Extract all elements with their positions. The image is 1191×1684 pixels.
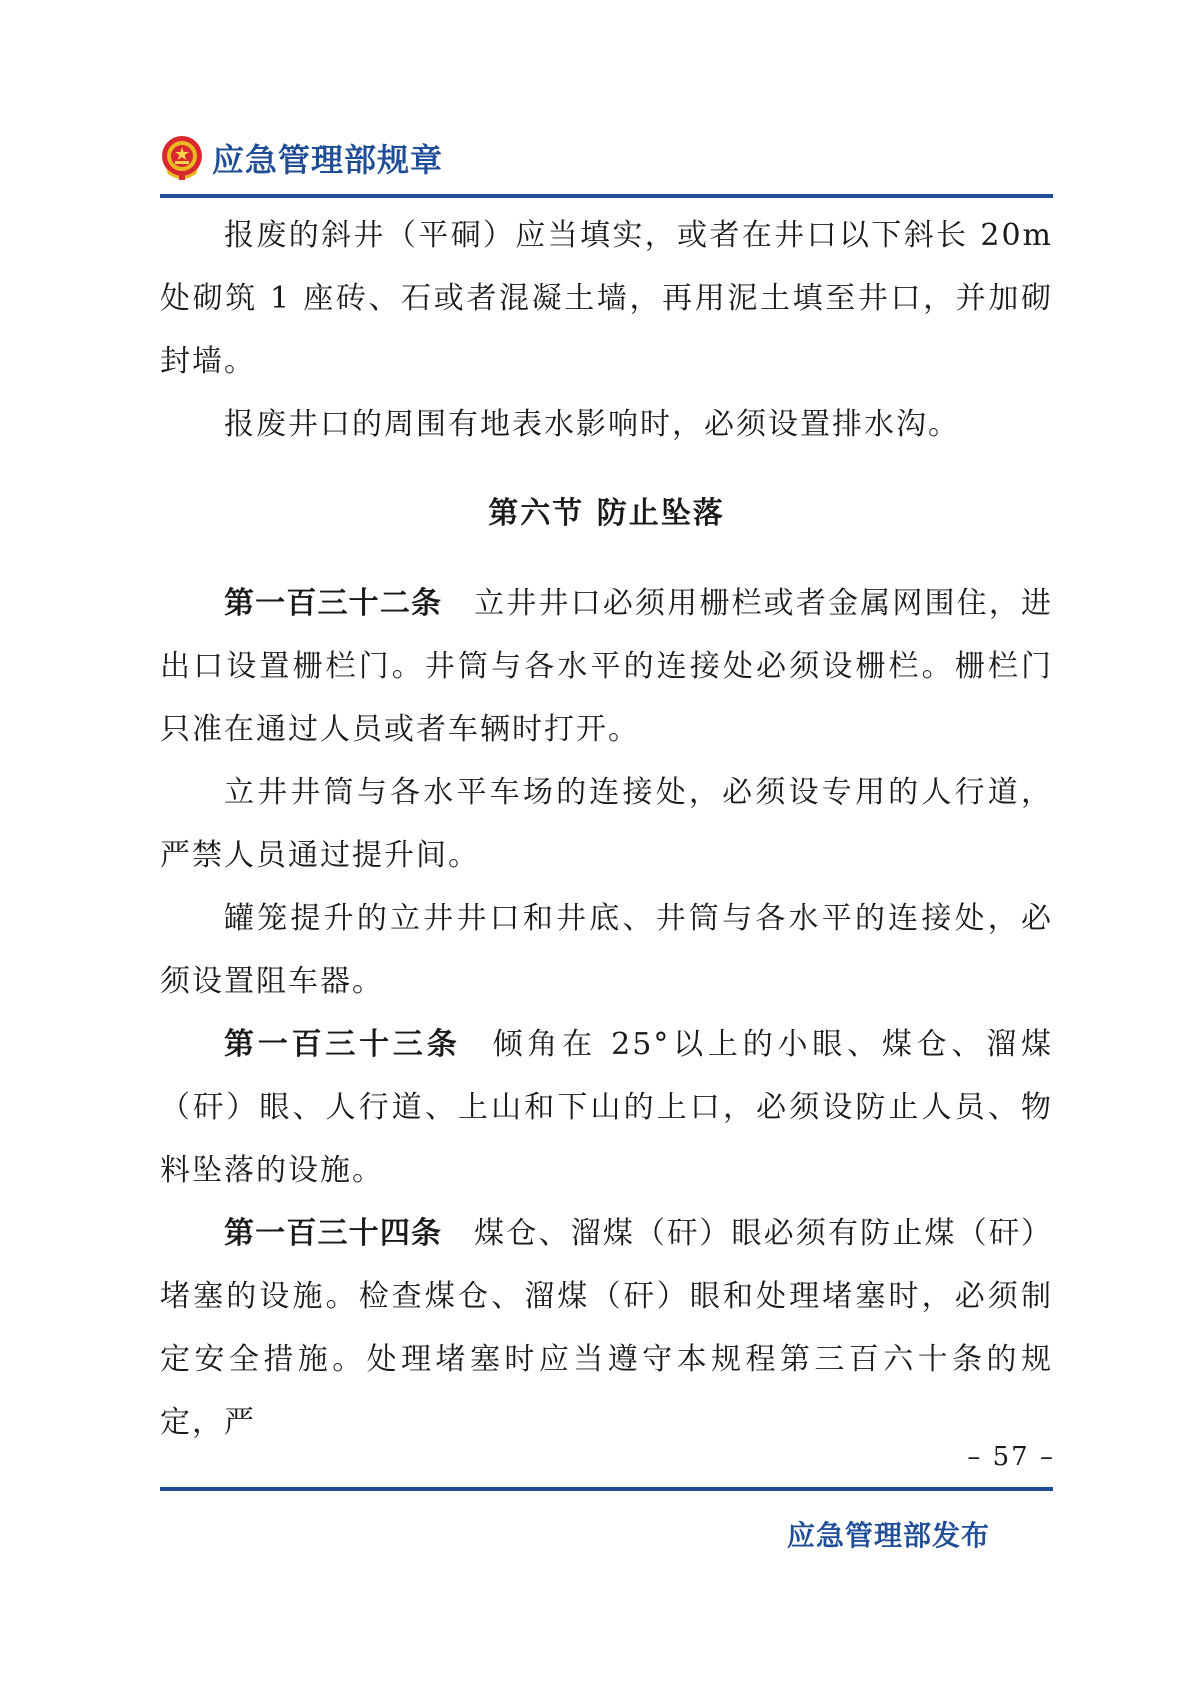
footer-divider [160,1487,1053,1491]
article-text: 煤仓、溜煤（矸）眼必须有防止煤（矸）堵塞的设施。检查煤仓、溜煤（矸）眼和处理堵塞时，必须制定安全措施。处理堵塞时应当遵守本规程第三百六十条的规定，严 [160,1216,1054,1440]
header-divider [160,194,1053,198]
article-text: 立井井口必须用栅栏或者金属网围住，进出口设置栅栏门。井筒与各水平的连接处必须设栅栏。栅栏门只准在通过人员或者车辆时打开。 [160,586,1054,747]
national-emblem-icon [160,134,204,182]
footer-publisher: 应急管理部发布 [786,1519,990,1552]
article-text: 倾角在 25°以上的小眼、煤仓、溜煤（矸）眼、人行道、上山和下山的上口，必须设防止人员、物料坠落的设施。 [160,1027,1053,1188]
article-133 [160,1013,1053,1202]
article-label: 第一百三十四条 [224,1216,443,1251]
paragraph: 报废的斜井（平硐）应当填实，或者在井口以下斜长 20m 处砌筑 1 座砖、石或者混凝土墙，再用泥土填至井口，并加砌封墙。 [160,218,1053,379]
page-number: – 57 – [967,1442,1055,1472]
paragraph: 罐笼提升的立井井口和井底、井筒与各水平的连接处，必须设置阻车器。 [160,901,1053,999]
paragraph: 报废井口的周围有地表水影响时，必须设置排水沟。 [224,407,960,442]
header-title: 应急管理部规章 [212,141,444,179]
article-label: 第一百三十二条 [224,586,443,621]
section-title: 第六节 防止坠落 [488,496,725,531]
article-132 [160,572,1053,761]
page-header [160,128,443,188]
article-label: 第一百三十三条 [224,1027,461,1062]
article-134 [160,1202,1053,1454]
paragraph: 立井井筒与各水平车场的连接处，必须设专用的人行道，严禁人员通过提升间。 [160,775,1053,873]
document-body [160,204,1053,1454]
